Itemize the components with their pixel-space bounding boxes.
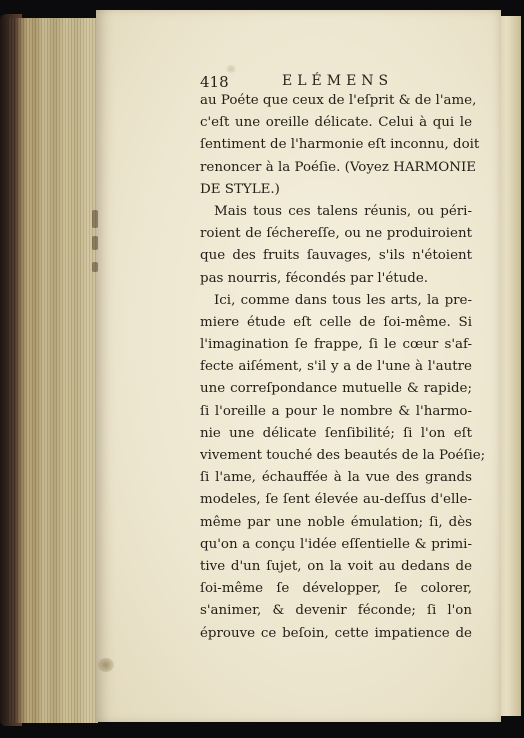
page-edges (8, 18, 98, 723)
margin-stain (92, 210, 98, 228)
text-line: que des fruits ſauvages, s'ils n'étoient (200, 248, 472, 264)
text-line: ſentiment de l'harmonie eſt inconnu, doit (200, 137, 480, 153)
text-line: roient de ſéchereſſe, ou ne produiroient (200, 226, 472, 242)
body-text (200, 90, 486, 645)
text-line: c'eſt une oreille délicate. Celui à qui le (200, 115, 472, 131)
text-line: Ici, comme dans tous les arts, la pre- (214, 292, 472, 308)
text-line: une correſpondance mutuelle & rapide; (200, 381, 472, 397)
margin-stain (92, 262, 98, 272)
text-line: fecte aiſément, s'il y a de l'une à l'autre (200, 359, 472, 375)
text-line: même par une noble émulation; ſi, dès (200, 514, 472, 530)
text-line: modeles, ſe ſent élevée au-deſſus d'elle- (200, 492, 472, 508)
text-line: miere étude eſt celle de ſoi-même. Si (200, 314, 472, 330)
text-line: pas nourris, fécondés par l'étude. (200, 270, 429, 286)
text-line: qu'on a conçu l'idée eſſentielle & primi- (200, 536, 472, 552)
text-line: Mais tous ces talens réunis, ou péri- (214, 203, 472, 219)
text-line: tive d'un ſujet, on la voit au dedans de (200, 558, 472, 574)
text-line: DE STYLE.) (200, 181, 280, 197)
text-line: nie une délicate ſenſibilité; ſi l'on eſt (200, 425, 472, 441)
text-line: éprouve ce beſoin, cette impatience de (200, 625, 472, 641)
text-line: ſi l'ame, échauffée à la vue des grands (200, 470, 472, 486)
text-line: ſi l'oreille a pour le nombre & l'harmo- (200, 403, 472, 419)
text-line: au Poéte que ceux de l'eſprit & de l'ame, (200, 93, 477, 108)
text-line: renoncer à la Poéſie. (Voyez HARMONIE (200, 159, 477, 175)
text-line: vivement touché des beautés de la Poéſie; (200, 448, 486, 463)
page-number: 418 (200, 73, 229, 91)
text-line: s'animer, & devenir féconde; ſi l'on (200, 603, 472, 619)
foxing-spot (226, 65, 236, 73)
foxing-spot (98, 658, 114, 672)
text-line: l'imagination ſe frappe, ſi le cœur s'af- (200, 337, 472, 353)
text-line: ſoi-même ſe développer, ſe colorer, (200, 581, 472, 597)
running-title: ELÉMENS (282, 73, 394, 89)
margin-stain (92, 236, 98, 250)
